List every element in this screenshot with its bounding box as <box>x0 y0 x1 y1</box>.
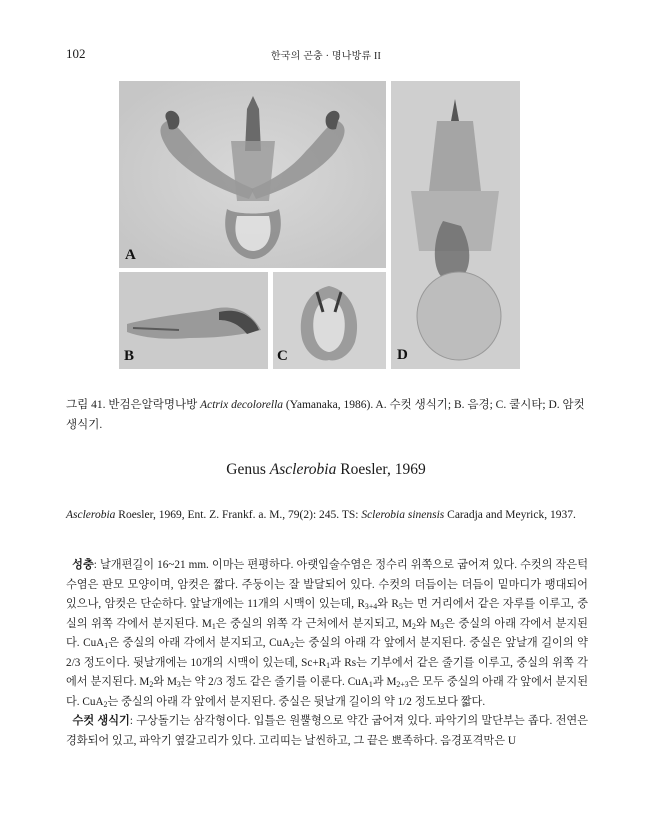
caption-prefix: 그림 41. 반검은알락명나방 <box>66 399 201 411</box>
vein-subscript: 3 <box>176 680 181 689</box>
vein-subscript: 1 <box>211 621 216 631</box>
diagnosis-text: 와 M <box>153 676 177 688</box>
citation-reference: Roesler, 1969, Ent. Z. Frankf. a. M., 79(2): 245. TS: <box>115 509 362 521</box>
figure-panel-b <box>119 272 268 369</box>
panel-label-b: B <box>124 348 135 364</box>
male-genitalia-text: : 구상돌기는 삼각형이다. 입틀은 원뿔형으로 약간 굽어져 있다. 파악기의 말단부는 좁다. 전연은 경화되어 있고, 파악기 옆갈고리가 있다. 고리띠는 날씬하고, 그 끝은 뾰족하다. 음경포격막은 U <box>66 715 589 747</box>
caption-suffix: (Yamanaka, 1986). A. 수컷 생식기; B. 음경; C. 쿨시타; D. 암컷 생식기. <box>66 399 585 431</box>
panel-b-illustration <box>119 272 268 369</box>
diagnosis-text: 는 약 2/3 정도 같은 줄기를 이룬다. CuA <box>180 676 369 688</box>
diagnosis-text: 는 먼 거리에서 같은 자루를 이루고, 중실의 위쪽 각에서 분지된다. M <box>66 598 589 630</box>
vein-subscript: 3 <box>440 621 445 631</box>
diagnosis-text: 과 M <box>372 676 397 688</box>
diagnosis-text: 와 R <box>377 598 399 610</box>
diagnosis-paragraph <box>66 556 588 712</box>
panel-a-illustration <box>119 81 386 268</box>
diagnosis-text: 은 모두 중실의 아래 각 앞에서 분지된다. CuA <box>66 676 589 708</box>
vein-subscript: 2 <box>149 680 154 689</box>
panel-label-a: A <box>125 247 136 263</box>
male-genitalia-paragraph <box>66 712 588 751</box>
vein-subscript: 2 <box>103 699 108 709</box>
figure-panel-d <box>391 81 520 369</box>
vein-subscript: 1 <box>326 660 331 670</box>
body-text <box>66 556 588 751</box>
citation-type-species: Sclerobia sinensis <box>361 509 445 521</box>
vein-subscript: 3+4 <box>364 602 378 611</box>
diagnosis-text: 와 M <box>415 617 441 630</box>
figure-panel-c <box>273 272 386 369</box>
diagnosis-text: 은 중실의 아래 각에서 분지된다. CuA <box>66 617 588 649</box>
page-number: 102 <box>66 46 86 61</box>
genus-heading <box>0 461 652 479</box>
vein-subscript: 2 <box>290 641 295 650</box>
genus-citation <box>66 506 586 525</box>
genus-heading-prefix: Genus <box>226 461 270 478</box>
male-genitalia-label: 수컷 생식기 <box>72 715 130 727</box>
figure-caption <box>66 395 586 435</box>
diagnosis-text: 는 중실의 아래 각 앞에서 분지된다. 중실은 앞날개 길이의 약 2/3 정도이다. 뒷날개에는 10개의 시맥이 있는데, Sc+R <box>66 637 588 669</box>
vein-subscript: 1 <box>368 680 373 689</box>
vein-subscript: 2 <box>411 621 416 631</box>
panel-label-c: C <box>277 348 288 364</box>
genus-heading-author: Roesler, 1969 <box>336 461 426 478</box>
panel-d-illustration <box>391 81 520 369</box>
citation-genus: Asclerobia <box>66 509 116 521</box>
diagnosis-text: 은 중실의 위쪽 각 근처에서 분지되고, M <box>215 617 412 630</box>
citation-type-author: Caradja and Meyrick, 1937. <box>444 509 576 521</box>
vein-subscript: 5 <box>398 602 403 611</box>
diagnosis-text: 과 Rs는 기부에서 같은 줄기를 이루고, 중실의 위쪽 각에서 분지된다. M <box>66 656 588 688</box>
diagnosis-label: 성충 <box>72 559 94 571</box>
panel-label-d: D <box>397 347 408 363</box>
genus-heading-name: Asclerobia <box>269 461 337 478</box>
diagnosis-text: : 날개편길이 16~21 mm. 이마는 편평하다. 아랫입술수염은 정수리 위쪽으로 굽어져 있다. 수컷의 작은턱수염은 판모 모양이며, 암컷은 짧다. 주둥이는 잘 발달되어 있다. 수컷의 더듬이는 더듬이 밑마디가 팽대되어 있으나, 암컷은 단순하다. 앞날개에는 11개의 시맥이 있는데, R <box>66 559 588 610</box>
running-header: 한국의 곤충 · 명나방류 II <box>270 51 382 62</box>
diagnosis-text: 은 중실의 아래 각에서 분지되고, CuA <box>108 637 291 649</box>
panel-c-illustration <box>273 272 386 369</box>
diagnosis-text: 는 중실의 아래 각 앞에서 분지된다. 중실은 뒷날개 길이의 약 1/2 정도보다 짧다. <box>107 695 486 708</box>
figure-panel-a <box>119 81 386 268</box>
caption-species: Actrix decolorella <box>200 399 284 411</box>
vein-subscript: 2+3 <box>396 680 409 689</box>
vein-subscript: 1 <box>104 641 109 650</box>
